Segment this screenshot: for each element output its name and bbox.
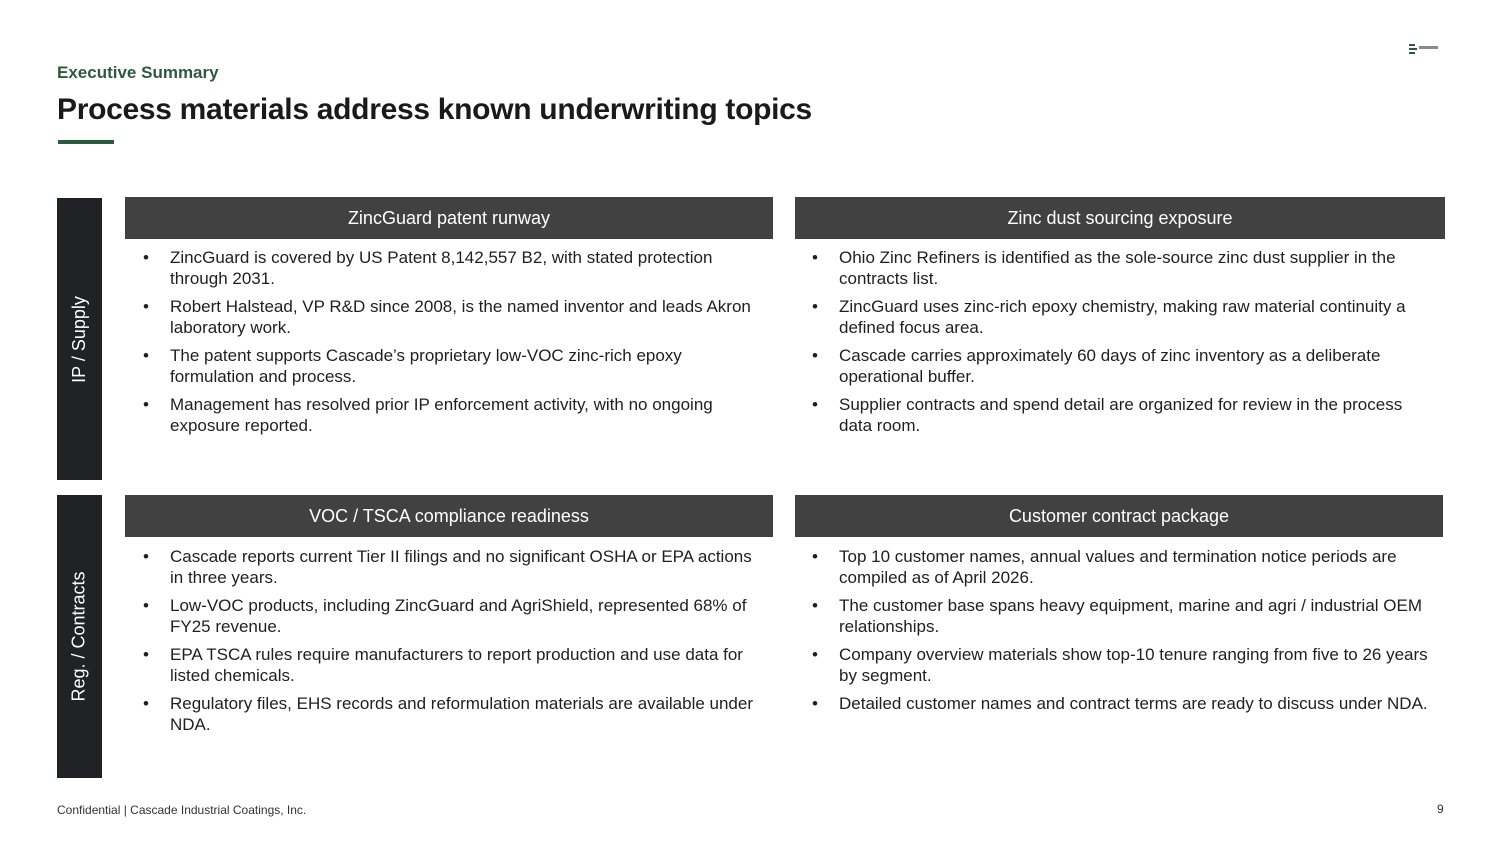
footer-confidential: Confidential | Cascade Industrial Coatings, Inc. xyxy=(57,803,307,817)
company-logo-icon xyxy=(1409,43,1439,55)
section-kicker: Executive Summary xyxy=(57,63,219,82)
list-item: • Regulatory files, EHS records and reformulation materials are available under NDA. xyxy=(143,693,768,735)
row-label-reg-contracts xyxy=(57,495,102,778)
card-header-customer-contracts: Customer contract package xyxy=(795,495,1443,537)
bullet-list xyxy=(143,546,768,742)
bullet-list xyxy=(812,247,1440,443)
page-title: Process materials address known underwriting topics xyxy=(57,93,812,126)
bullet-list xyxy=(143,247,768,443)
list-item: • Cascade carries approximately 60 days of zinc inventory as a deliberate operational buffer. xyxy=(812,345,1440,387)
list-item: • Detailed customer names and contract terms are ready to discuss under NDA. xyxy=(812,693,1440,714)
list-item: • The customer base spans heavy equipment, marine and agri / industrial OEM relationships. xyxy=(812,595,1440,637)
row-label-text: Reg. / Contracts xyxy=(69,571,89,702)
list-item: • Top 10 customer names, annual values and termination notice periods are compiled as of April 2026. xyxy=(812,546,1440,588)
list-item: • Cascade reports current Tier II filings and no significant OSHA or EPA actions in three years. xyxy=(143,546,768,588)
bullet-list xyxy=(812,546,1440,721)
card-header-voc-tsca: VOC / TSCA compliance readiness xyxy=(125,495,773,537)
row-label-text: IP / Supply xyxy=(69,295,90,383)
list-item: • Robert Halstead, VP R&D since 2008, is the named inventor and leads Akron laboratory work. xyxy=(143,296,768,338)
list-item: • Ohio Zinc Refiners is identified as the sole-source zinc dust supplier in the contracts list. xyxy=(812,247,1440,289)
list-item: • Management has resolved prior IP enforcement activity, with no ongoing exposure reported. xyxy=(143,394,768,436)
list-item: • Low-VOC products, including ZincGuard and AgriShield, represented 68% of FY25 revenue. xyxy=(143,595,768,637)
card-header-zincguard-patent: ZincGuard patent runway xyxy=(125,197,773,239)
card-header-zinc-sourcing: Zinc dust sourcing exposure xyxy=(795,197,1445,239)
list-item: • ZincGuard uses zinc-rich epoxy chemistry, making raw material continuity a defined focus area. xyxy=(812,296,1440,338)
list-item: • Company overview materials show top-10 tenure ranging from five to 26 years by segment. xyxy=(812,644,1440,686)
list-item: • EPA TSCA rules require manufacturers to report production and use data for listed chemicals. xyxy=(143,644,768,686)
list-item: • Supplier contracts and spend detail are organized for review in the process data room. xyxy=(812,394,1440,436)
list-item: • ZincGuard is covered by US Patent 8,142,557 B2, with stated protection through 2031. xyxy=(143,247,768,289)
page-number: 9 xyxy=(1437,802,1444,816)
list-item: • The patent supports Cascade’s proprietary low-VOC zinc-rich epoxy formulation and process. xyxy=(143,345,768,387)
row-label-ip-supply xyxy=(57,198,102,480)
title-underline xyxy=(58,140,114,144)
